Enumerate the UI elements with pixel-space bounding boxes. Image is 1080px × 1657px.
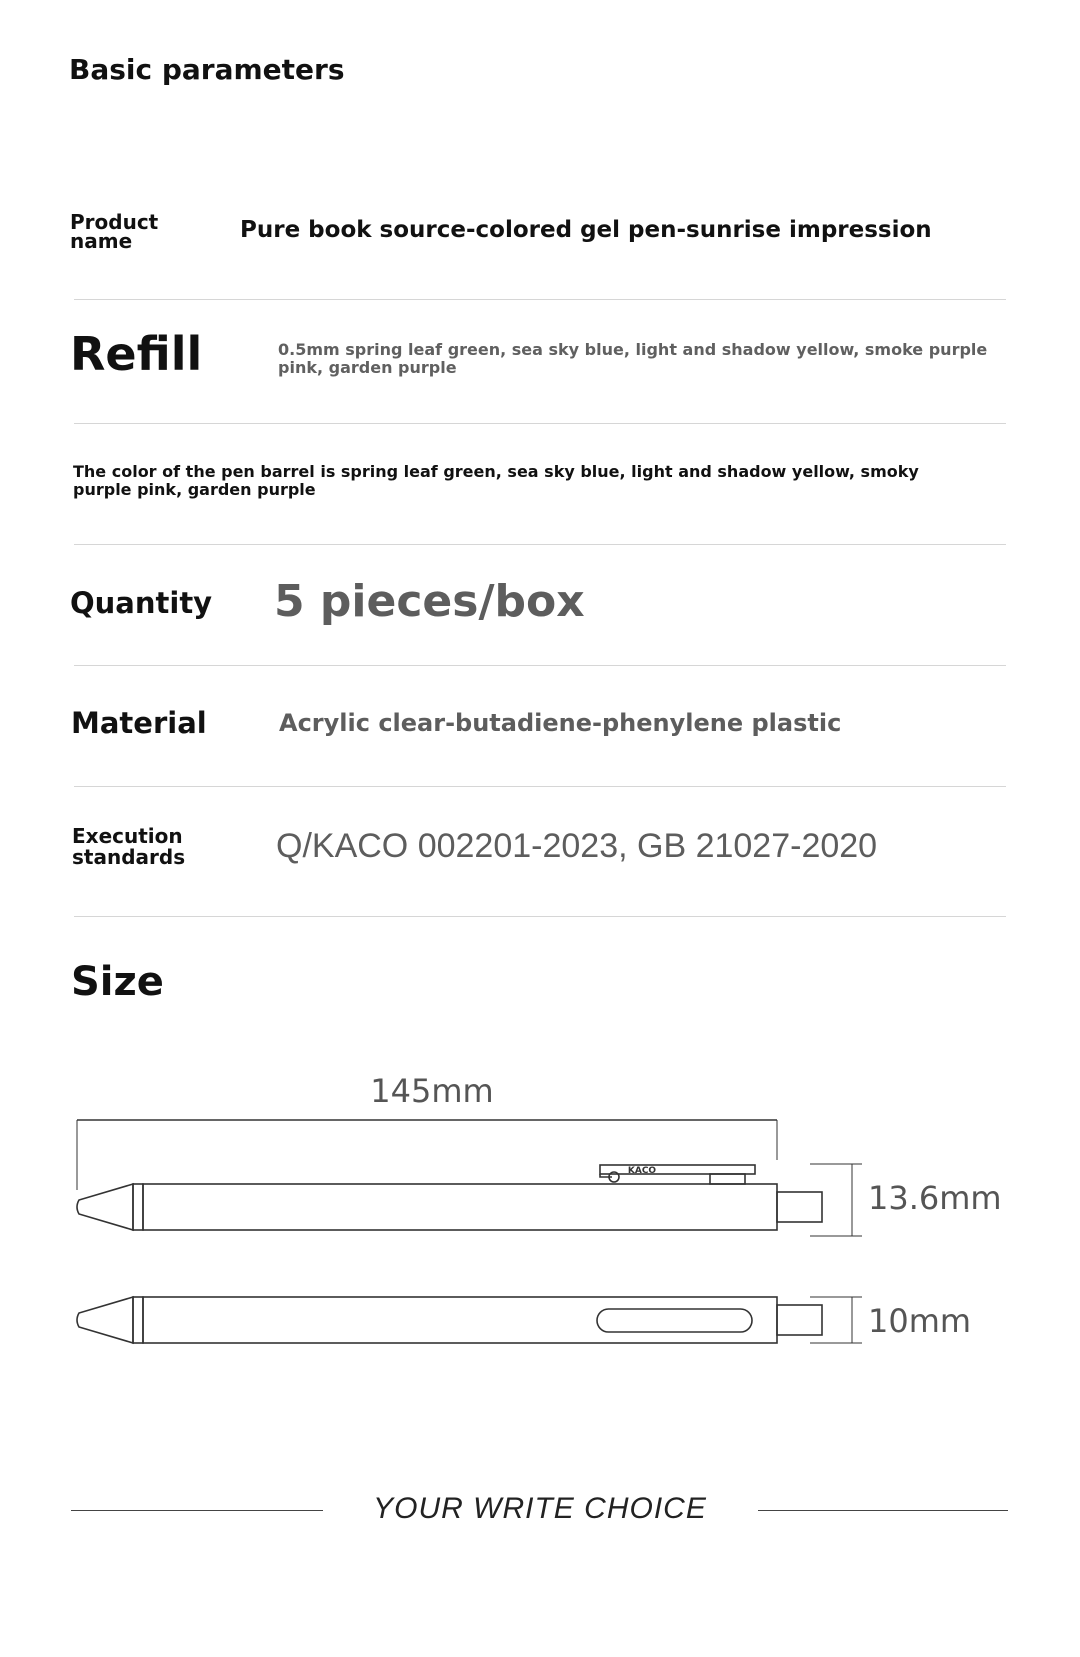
clip-brand-logo: KACO [627, 1166, 657, 1176]
page-title: Basic parameters [69, 53, 345, 86]
refill-label: Refill [70, 327, 203, 381]
footer-slogan: YOUR WRITE CHOICE [373, 1492, 707, 1525]
pen-with-clip [77, 1165, 822, 1230]
footer-rule-left [71, 1510, 323, 1511]
barrel-color-text: The color of the pen barrel is spring leaf green, sea sky blue, light and shadow yellow, smoky purple pink, garden purple [73, 462, 919, 499]
footer-rule-right [758, 1510, 1008, 1511]
divider [74, 544, 1006, 545]
product-name-value: Pure book source-colored gel pen-sunrise impression [240, 217, 932, 243]
product-name-label: Product name [70, 210, 159, 253]
refill-value: 0.5mm spring leaf green, sea sky blue, light and shadow yellow, smoke purple pink, garden purple [278, 340, 988, 377]
pen-window [597, 1309, 752, 1332]
length-label: 145mm [370, 1072, 494, 1110]
material-label: Material [71, 706, 207, 740]
pen-body-view [77, 1297, 822, 1343]
material-value: Acrylic clear-butadiene-phenylene plastic [279, 709, 842, 737]
divider [74, 786, 1006, 787]
size-title: Size [71, 959, 164, 1005]
diameter-body-label: 10mm [868, 1302, 972, 1340]
diameter-clip-label: 13.6mm [868, 1179, 1002, 1217]
quantity-value: 5 pieces/box [274, 576, 585, 627]
execution-standards-label: Execution standards [72, 824, 186, 869]
divider [74, 423, 1006, 424]
divider [74, 299, 1006, 300]
quantity-label: Quantity [70, 586, 213, 620]
divider [74, 916, 1006, 917]
divider [74, 665, 1006, 666]
execution-standards-value: Q/KACO 002201-2023, GB 21027-2020 [276, 827, 878, 865]
pen-size-drawing [0, 1060, 1080, 1370]
